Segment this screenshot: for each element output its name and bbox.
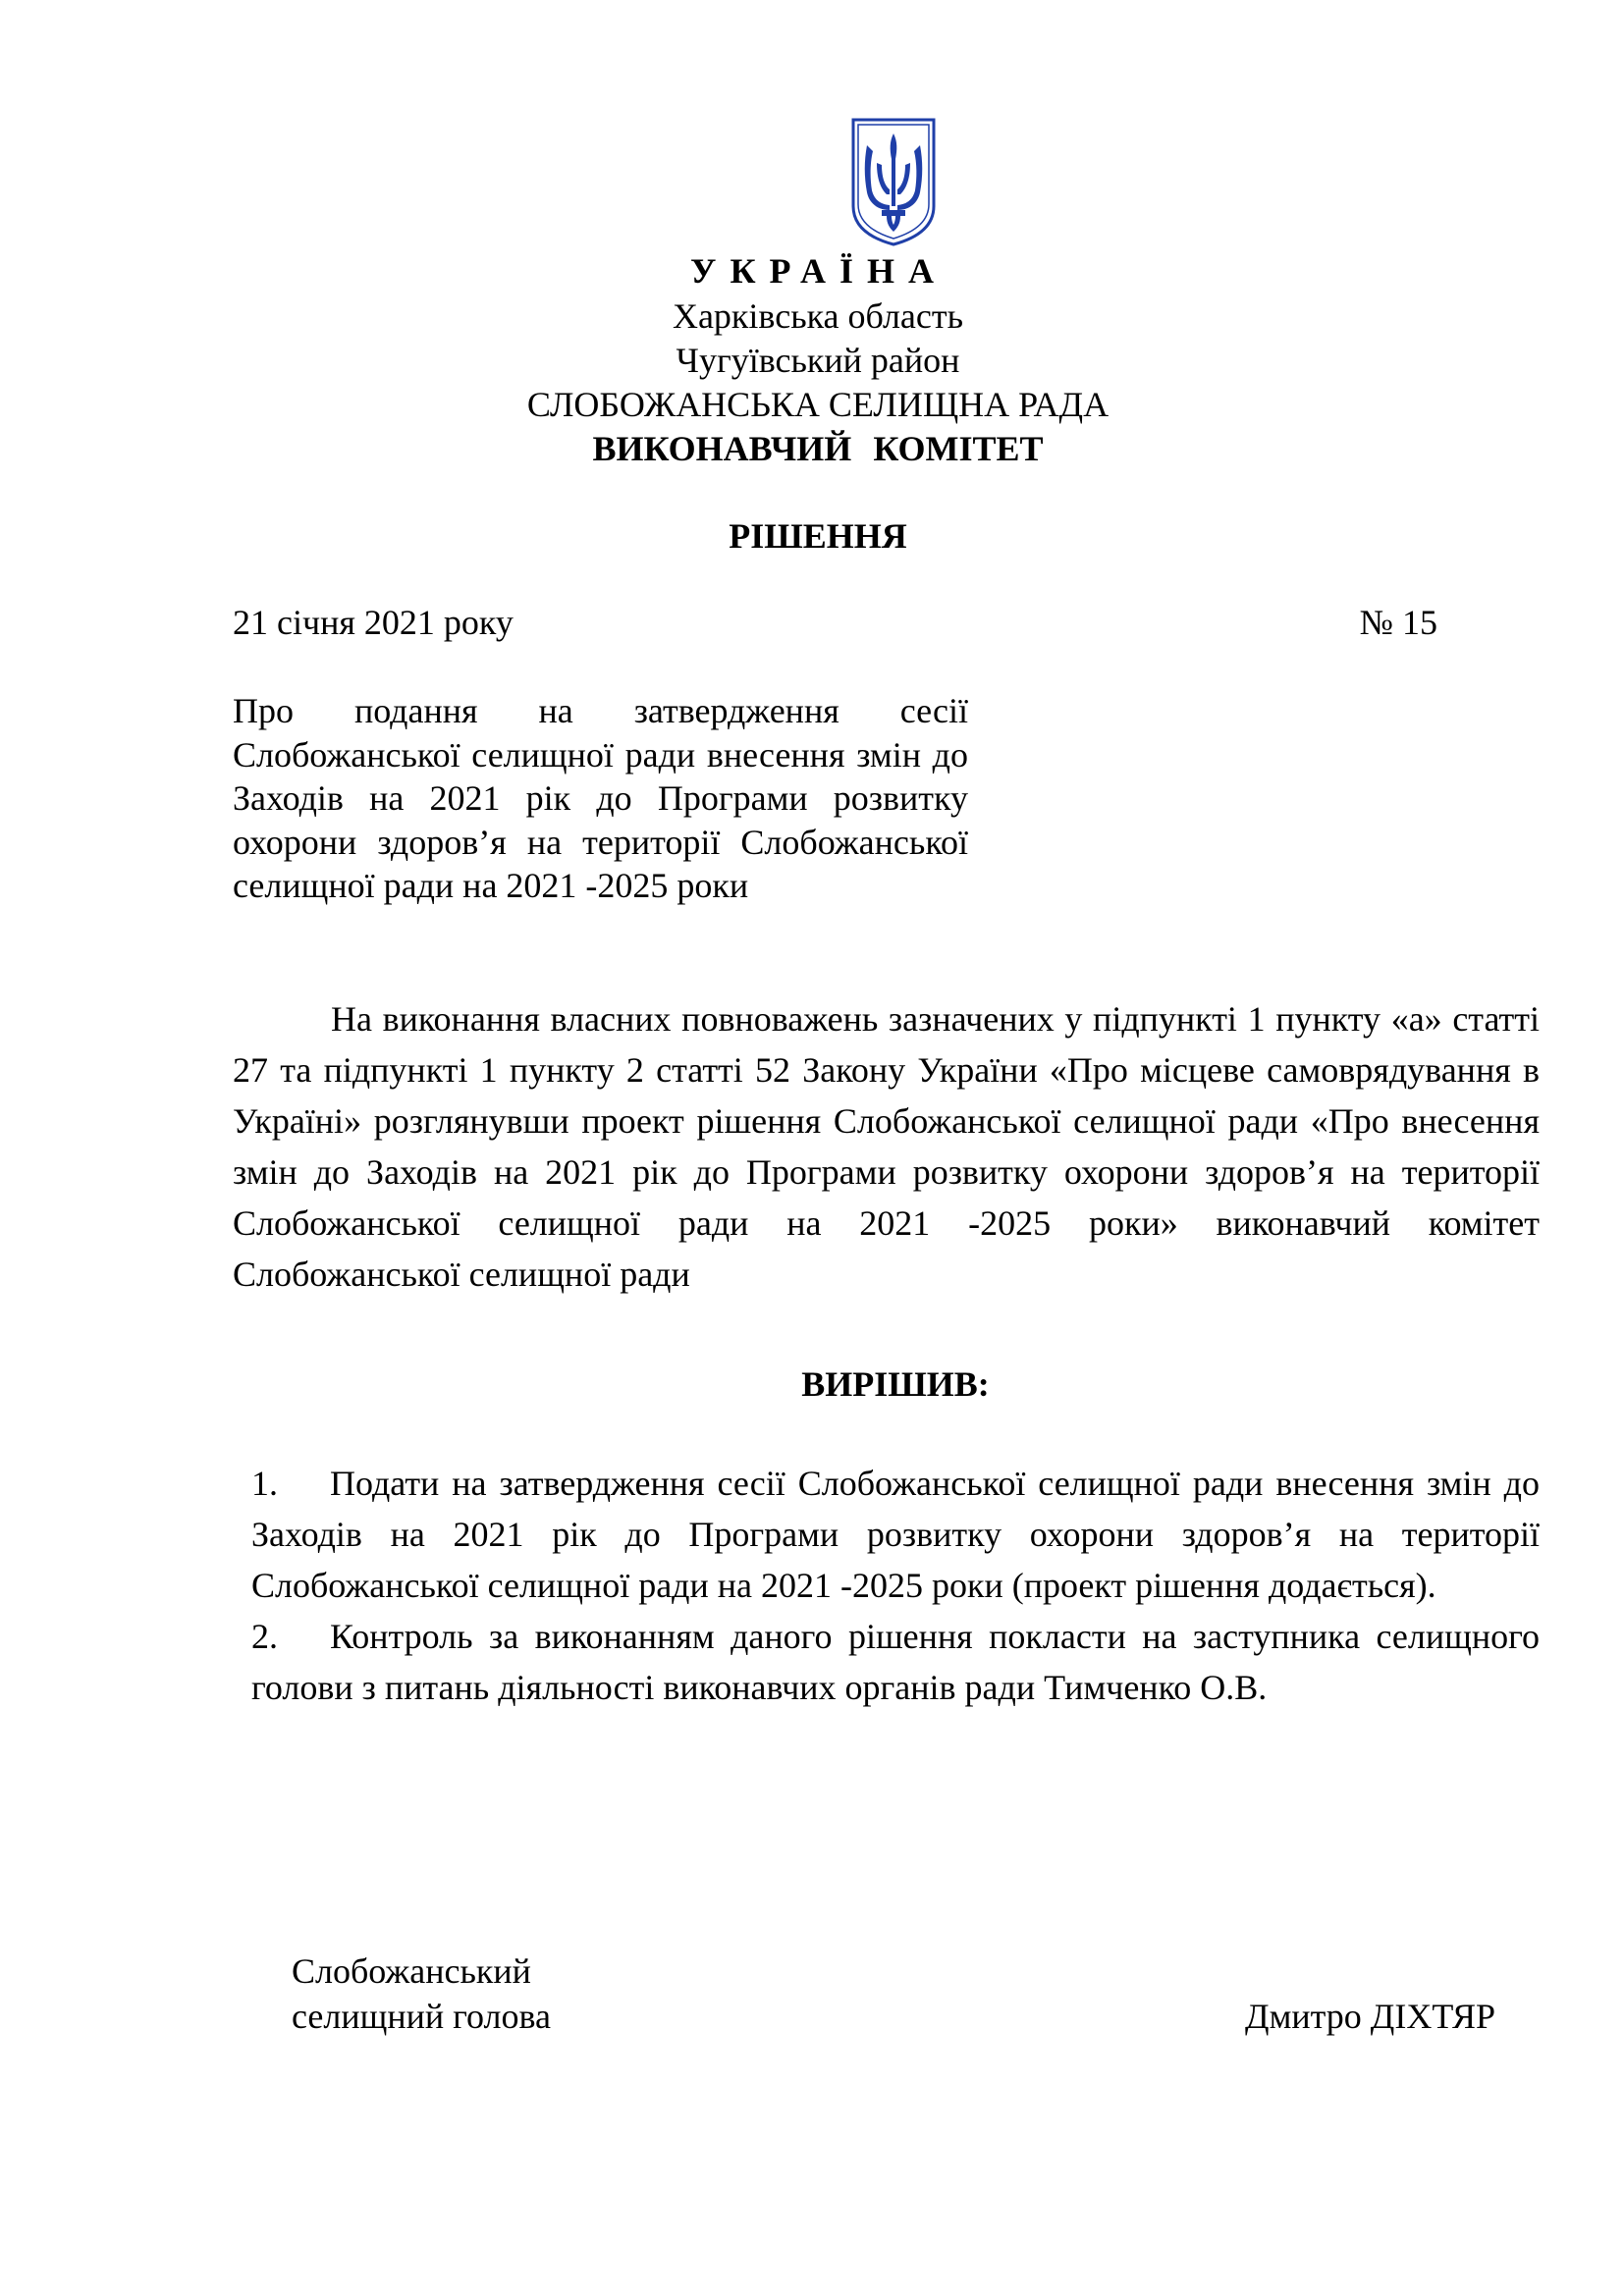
signatory-title [292, 1949, 551, 2039]
trident-coat-of-arms-icon [849, 116, 938, 247]
decision-date: 21 січня 2021 року [233, 603, 514, 642]
signatory-title-line-2: селищний голова [292, 1997, 552, 2036]
item-number: 2. [251, 1617, 278, 1656]
resolved-heading: ВИРІШИВ: [801, 1364, 990, 1404]
preamble-paragraph: На виконання власних повноважень зазначених у підпункті 1 пункту «а» статті 27 та підпункті 1 пункту 2 статті 52 Закону України «Про місцеве самоврядування в Україні» розглянувши проект рішення Слобожанської селищної ради «Про внесення змін до Заходів на 2021 рік до Програми розвитку охорони здоров’я на території Слобожанської селищної ради на 2021 -2025 роки» виконавчий комітет Слобожанської селищної ради [233, 999, 1540, 1294]
district-name: Чугуївський район [676, 341, 960, 380]
document-type-title: РІШЕННЯ [729, 516, 907, 556]
resolution-item [251, 1458, 1540, 1611]
decision-subject: Про подання на затвердження сесії Слобожанської селищної ради внесення змін до Заходів на 2021 рік до Програми розвитку охорони здоров’я на території Слобожанської селищної ради на 2021 -2025 роки [233, 691, 968, 905]
resolution-item [251, 1611, 1540, 1713]
committee-word-1: ВИКОНАВЧИЙ [592, 429, 852, 468]
signatory-title-line-1: Слобожанський [292, 1951, 531, 1991]
item-text: Подати на затвердження сесії Слобожанської селищної ради внесення змін до Заходів на 2021 рік до Програми розвитку охорони здоров’я на території Слобожанської селищної ради на 2021 -2025 роки (проект рішення додається). [251, 1464, 1540, 1605]
region-name: Харківська область [672, 296, 964, 336]
resolution-items [251, 1458, 1540, 1713]
committee-name [6, 427, 1624, 470]
item-text: Контроль за виконанням даного рішення покласти на заступника селищного голови з питань діяльності виконавчих органів ради Тимченко О.В. [251, 1617, 1540, 1707]
committee-word-2: КОМІТЕТ [873, 429, 1044, 468]
signatory-name: Дмитро ДІХТЯР [1245, 1997, 1495, 2036]
council-name: СЛОБОЖАНСЬКА СЕЛИЩНА РАДА [526, 385, 1110, 424]
country-title: УКРАЇНА [690, 251, 947, 291]
item-number: 1. [251, 1464, 278, 1503]
decision-number: № 15 [1359, 603, 1437, 642]
